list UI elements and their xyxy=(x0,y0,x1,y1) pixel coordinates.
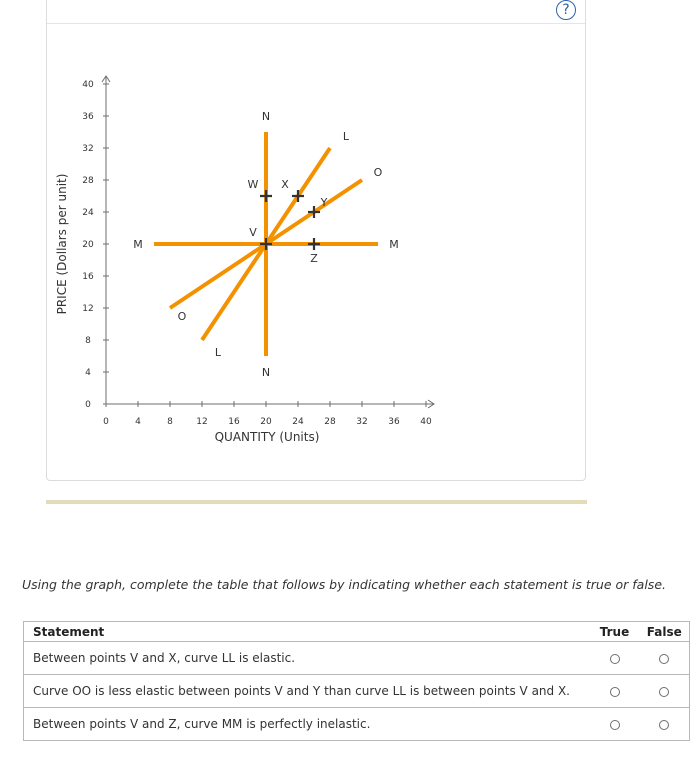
x-tick-label: 16 xyxy=(228,417,240,427)
false-cell xyxy=(640,675,690,708)
x-tick-label: 20 xyxy=(260,417,272,427)
true-cell xyxy=(590,642,640,675)
false-radio[interactable] xyxy=(659,654,669,664)
x-tick-label: 40 xyxy=(420,417,432,427)
curve-label: N xyxy=(261,110,271,123)
x-tick-label: 8 xyxy=(167,417,173,427)
true-cell xyxy=(590,708,640,741)
curve-label: M xyxy=(389,238,399,251)
statement-table xyxy=(23,621,690,741)
x-tick-label: 4 xyxy=(135,417,141,427)
x-tick-label: 28 xyxy=(324,417,336,427)
true-cell xyxy=(590,675,640,708)
section-separator xyxy=(46,500,587,504)
true-radio[interactable] xyxy=(610,687,620,697)
curve-label: M xyxy=(133,238,143,251)
curve-label: L xyxy=(342,130,350,143)
y-tick-label: 20 xyxy=(82,240,94,250)
x-tick-label: 36 xyxy=(388,417,400,427)
y-tick-label: 24 xyxy=(82,208,94,218)
point-label: Y xyxy=(320,196,328,209)
statement-text: Between points V and X, curve LL is elastic. xyxy=(24,642,590,675)
table-row xyxy=(24,642,690,675)
false-radio[interactable] xyxy=(659,720,669,730)
instructions-text: Using the graph, complete the table that follows by indicating whether each statement is true or false. xyxy=(22,577,666,592)
point-marker xyxy=(308,238,320,250)
curve-label: L xyxy=(214,346,222,359)
y-tick-label: 16 xyxy=(82,272,94,282)
point-label: Z xyxy=(310,252,318,265)
y-tick-label: 32 xyxy=(82,144,94,154)
x-tick-label: 24 xyxy=(292,417,304,427)
false-cell xyxy=(640,708,690,741)
y-tick-label: 36 xyxy=(82,112,94,122)
false-header: False xyxy=(640,622,690,642)
statement-header: Statement xyxy=(24,622,590,642)
point-label: W xyxy=(247,178,259,191)
statement-text: Curve OO is less elastic between points V and Y than curve LL is between points V and X. xyxy=(24,675,590,708)
table-row xyxy=(24,675,690,708)
x-tick-label: 0 xyxy=(103,417,109,427)
statement-text: Between points V and Z, curve MM is perfectly inelastic. xyxy=(24,708,590,741)
table-row xyxy=(24,708,690,741)
y-tick-label: 4 xyxy=(85,368,91,378)
true-header: True xyxy=(590,622,640,642)
point-marker xyxy=(260,190,272,202)
help-button[interactable]: ? xyxy=(556,0,576,20)
point-label: X xyxy=(281,178,289,191)
x-tick-label: 12 xyxy=(196,417,208,427)
y-tick-label: 40 xyxy=(82,80,94,90)
curve-label: O xyxy=(177,310,187,323)
y-tick-label: 0 xyxy=(85,400,91,410)
y-tick-label: 8 xyxy=(85,336,91,346)
x-axis-label: QUANTITY (Units) xyxy=(214,430,320,444)
false-radio[interactable] xyxy=(659,687,669,697)
true-radio[interactable] xyxy=(610,720,620,730)
point-label: V xyxy=(249,226,257,239)
x-tick-label: 32 xyxy=(356,417,368,427)
true-radio[interactable] xyxy=(610,654,620,664)
table-header-row xyxy=(24,622,690,642)
false-cell xyxy=(640,642,690,675)
y-axis-label: PRICE (Dollars per unit) xyxy=(55,173,69,315)
curve-label: O xyxy=(373,166,383,179)
y-tick-label: 12 xyxy=(82,304,94,314)
y-tick-label: 28 xyxy=(82,176,94,186)
curve-label: N xyxy=(261,366,271,379)
